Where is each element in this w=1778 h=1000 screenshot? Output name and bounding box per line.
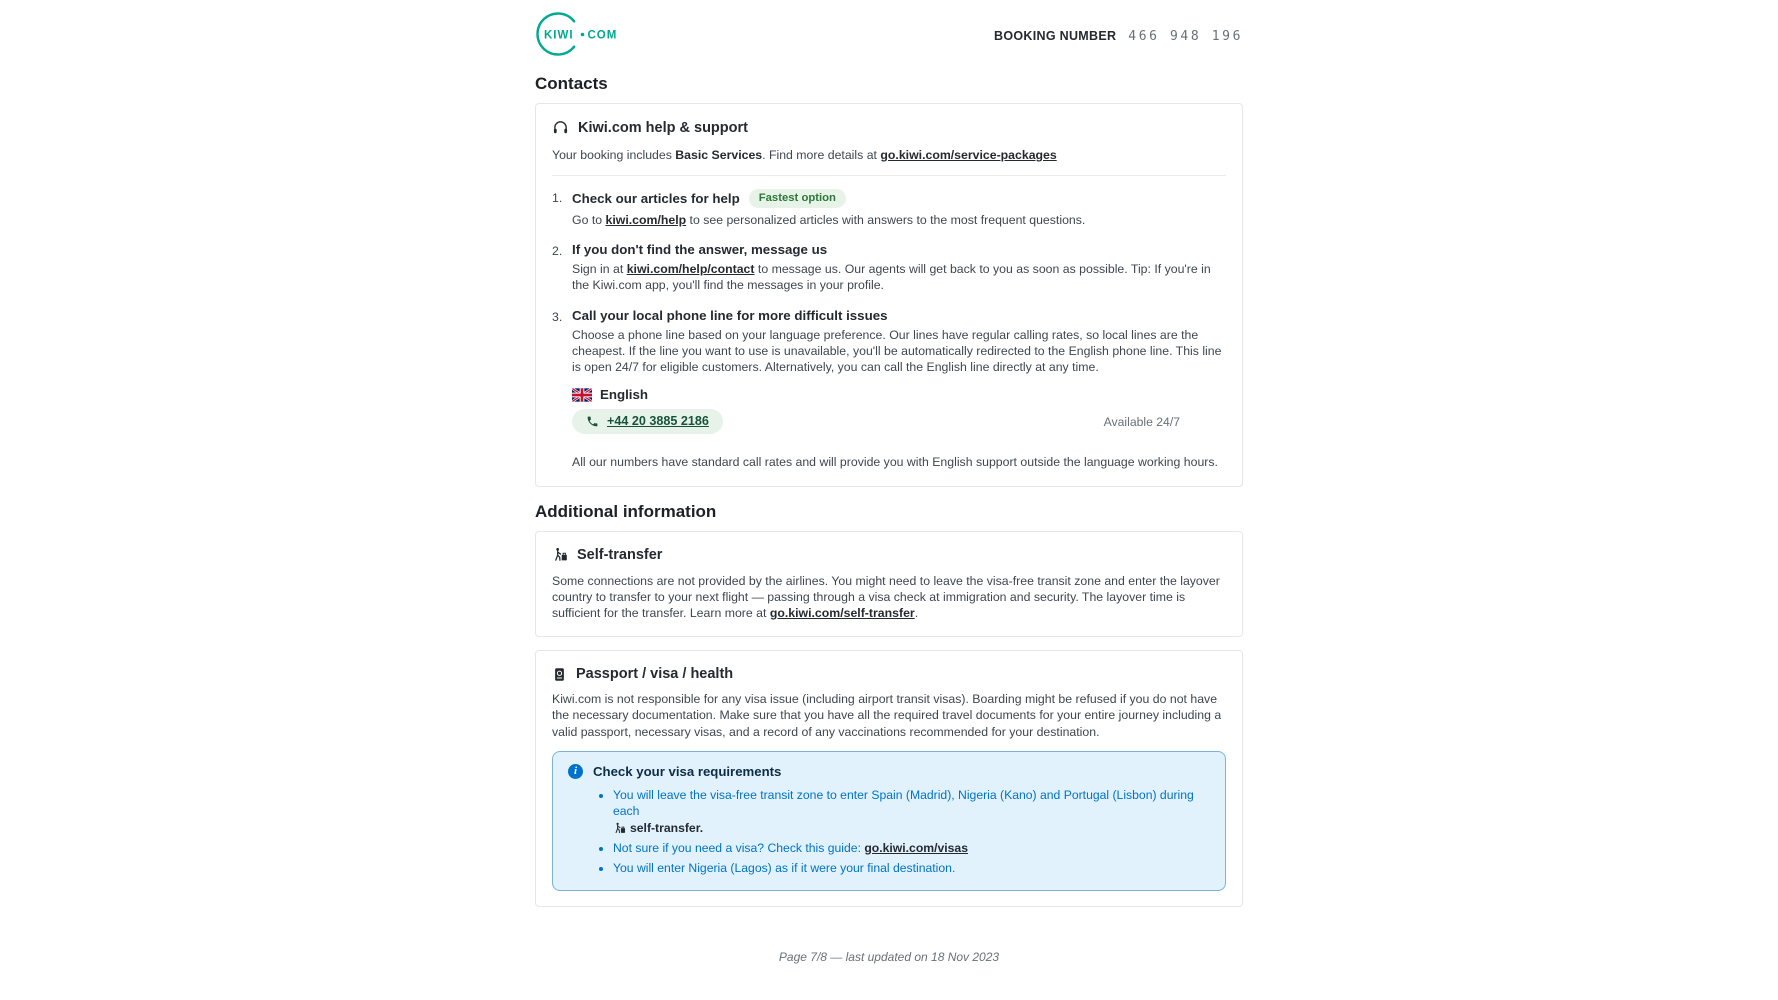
step-number: 2. [552,244,563,259]
kiwi-logo [535,11,617,62]
visa-bullet-1-text: You will leave the visa-free transit zone to enter Spain (Madrid), Nigeria (Kano) and Portugal (Lisbon) during each [613,787,1194,819]
help-step-3 [552,308,1226,376]
phone-icon [586,415,599,428]
intro-pre: Your booking includes [552,148,676,162]
visa-requirements-list [568,787,1210,877]
booking-number-value: 466 948 196 [1128,28,1243,44]
self-transfer-icon [552,547,568,562]
intro-mid: . Find more details at [762,148,881,162]
info-icon [568,764,583,779]
step-3-body: Choose a phone line based on your language preference. Our lines have regular calling rates, so local lines are the cheapest. If the line you want to use is unavailable, you'll be automatically redirected to the English phone line. This line is open 24/7 for eligible customers. Alternatively, you can call the English line directly at any time. [572,327,1222,375]
self-transfer-body [552,573,1226,622]
self-transfer-text-end: . [914,605,919,620]
logo-text-kiwi: KIWI [544,29,574,41]
step-2-body-pre: Sign in at [572,262,627,277]
help-contact-link[interactable]: kiwi.com/help/contact [626,262,755,277]
self-transfer-link[interactable]: go.kiwi.com/self-transfer [769,605,915,620]
call-rates-note: All our numbers have standard call rates and will provide you with English support outside the language working hours. [572,455,1218,470]
step-1-body-post: to see personalized articles with answers to the most frequent questions. [686,213,1086,227]
booking-number-group [994,29,1243,44]
self-transfer-card [535,531,1243,638]
english-phone-block [572,387,1226,470]
service-packages-link[interactable]: go.kiwi.com/service-packages [880,148,1057,162]
visas-guide-link[interactable]: go.kiwi.com/visas [864,840,968,855]
booking-number-label: BOOKING NUMBER [994,28,1117,43]
step-1-body-pre: Go to [572,213,606,227]
card-divider [552,175,1226,176]
booking-includes-text [552,148,1226,162]
logo-text-com: COM [587,29,617,41]
phone-number-text: +44 20 3885 2186 [607,414,709,429]
logo-dot [581,32,585,36]
passport-icon [552,667,567,682]
kiwi-logo-icon [535,11,617,57]
help-step-1 [552,189,1226,228]
availability-text: Available 24/7 [1103,414,1180,429]
step-2-title: If you don't find the answer, message us [572,242,828,258]
visa-bullet-1-end: . [699,820,704,835]
passport-visa-body: Kiwi.com is not responsible for any visa issue (including airport transit visas). Boarding might be refused if you do not have the necessary documentation. Make sure that you have all the required travel documents for your entire journey including a valid passport, necessary visas, and a record of any vaccinations recommended for your destination. [552,692,1222,739]
headset-icon [552,119,569,136]
self-transfer-title: Self-transfer [577,546,663,563]
document-header [535,13,1243,59]
basic-services-label: Basic Services [675,148,763,162]
fastest-option-badge: Fastest option [749,189,846,208]
help-support-card [535,103,1243,487]
step-1-title: Check our articles for help [572,191,740,206]
page-footer: Page 7/8 — last updated on 18 Nov 2023 [778,950,1000,964]
visa-bullet-2-text: Not sure if you need a visa? Check this guide: [613,840,865,855]
step-number: 1. [552,191,563,205]
phone-number-button[interactable] [572,409,723,434]
contacts-section-title: Contacts [535,74,608,93]
additional-info-section-title: Additional information [535,501,717,521]
visa-requirements-box [552,751,1226,891]
step-3-title: Call your local phone line for more difficult issues [572,307,888,323]
step-2-body-post: to message us. Our agents will get back to you as soon as possible. Tip: If you're in the Kiwi.com app, you'll find the messages in your profile. [572,262,1211,293]
visa-bullet-final-destination: • You will enter Nigeria (Lagos) as if it were your final destination. [613,860,1210,876]
self-transfer-text: Some connections are not provided by the airlines. You might need to leave the visa-free transit zone and enter the layover country to transfer to your next flight — passing through a visa check at immigration and security. The layover time is sufficient for the transfer. Learn more at [552,573,1220,620]
language-label: English [600,387,649,403]
uk-flag-icon [572,388,592,402]
self-transfer-inline-icon [613,822,626,834]
step-number: 3. [552,309,563,324]
passport-visa-card [535,650,1243,906]
self-transfer-bold-label: self-transfer [630,820,700,835]
help-support-title: Kiwi.com help & support [578,119,748,136]
visa-bullet-guide [613,840,1210,856]
visa-requirements-title: Check your visa requirements [593,763,782,779]
help-step-2 [552,242,1226,293]
kiwi-help-link[interactable]: kiwi.com/help [605,213,687,227]
passport-visa-title: Passport / visa / health [576,666,734,683]
visa-bullet-transit [613,787,1210,836]
step-2-body [572,261,1226,293]
step-1-body [572,212,1226,228]
